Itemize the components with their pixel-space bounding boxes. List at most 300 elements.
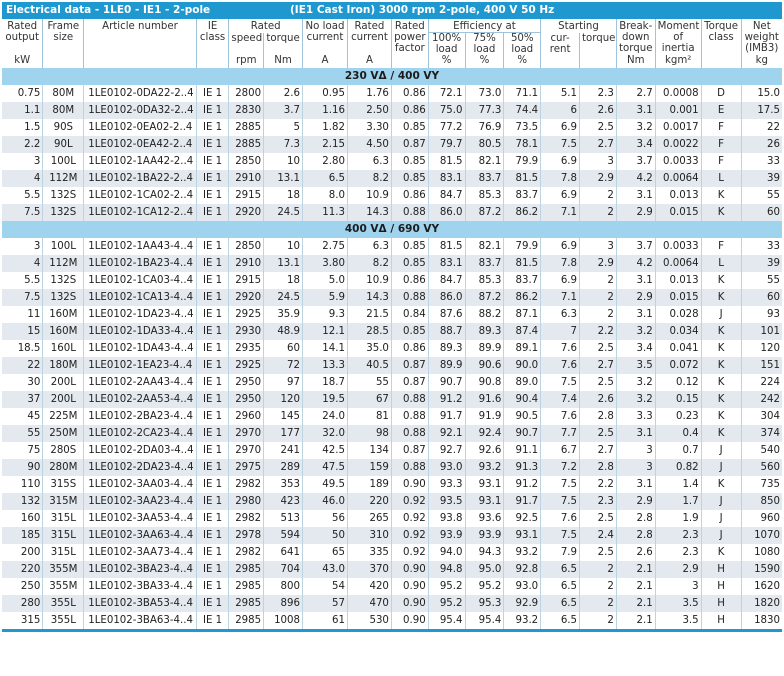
header-starting-group: Starting — [541, 19, 617, 33]
cell-eff-75: 91.6 — [465, 391, 504, 408]
cell-speed: 2982 — [229, 510, 264, 527]
cell-breakdown-torque: 2.1 — [616, 612, 655, 629]
cell-breakdown-torque: 3.1 — [616, 476, 655, 493]
cell-torque-class: E — [701, 102, 741, 119]
cell-ie-class: IE 1 — [196, 425, 229, 442]
cell-eff-100: 92.1 — [428, 425, 465, 442]
cell-rated-current: 28.5 — [347, 323, 391, 340]
cell-speed: 2985 — [229, 578, 264, 595]
header-frame-size: Frame size — [43, 19, 84, 55]
cell-ie-class: IE 1 — [196, 136, 229, 153]
cell-rated-output: 315 — [2, 612, 43, 629]
cell-starting-torque: 2.2 — [580, 323, 617, 340]
unit-torque: Nm — [264, 55, 303, 68]
cell-ie-class: IE 1 — [196, 289, 229, 306]
cell-power-factor: 0.90 — [391, 578, 428, 595]
cell-power-factor: 0.88 — [391, 425, 428, 442]
header-moment-of-inertia: Moment of inertia — [655, 19, 701, 55]
cell-article-number: 1LE0102-1AA42-2..4 — [84, 153, 196, 170]
cell-eff-100: 72.1 — [428, 85, 465, 102]
cell-eff-75: 95.0 — [465, 561, 504, 578]
cell-frame-size: 355L — [43, 612, 84, 629]
cell-no-load-current: 32.0 — [303, 425, 348, 442]
table-row — [2, 323, 782, 340]
cell-article-number: 1LE0102-0EA02-2..4 — [84, 119, 196, 136]
header-rated-output: Rated output — [5, 21, 39, 43]
cell-eff-50: 86.2 — [504, 289, 541, 306]
cell-breakdown-torque: 3.1 — [616, 102, 655, 119]
table-row — [2, 289, 782, 306]
cell-net-weight: 55 — [741, 187, 782, 204]
cell-starting-torque: 2.6 — [580, 391, 617, 408]
cell-no-load-current: 56 — [303, 510, 348, 527]
cell-torque-class: L — [701, 170, 741, 187]
cell-breakdown-torque: 3 — [616, 442, 655, 459]
cell-speed: 2830 — [229, 102, 264, 119]
cell-article-number: 1LE0102-1BA22-2..4 — [84, 170, 196, 187]
cell-breakdown-torque: 3.1 — [616, 306, 655, 323]
cell-power-factor: 0.84 — [391, 306, 428, 323]
cell-eff-75: 90.8 — [465, 374, 504, 391]
cell-power-factor: 0.88 — [391, 289, 428, 306]
table-row — [2, 255, 782, 272]
cell-breakdown-torque: 2.9 — [616, 204, 655, 221]
cell-rated-current: 14.3 — [347, 289, 391, 306]
cell-speed: 2850 — [229, 153, 264, 170]
cell-torque-class: K — [701, 289, 741, 306]
cell-moment-of-inertia: 0.82 — [655, 459, 701, 476]
cell-eff-75: 83.7 — [465, 255, 504, 272]
cell-rated-output: 110 — [2, 476, 43, 493]
cell-article-number: 1LE0102-2AA53-4..4 — [84, 391, 196, 408]
cell-starting-torque: 2.5 — [580, 340, 617, 357]
cell-eff-75: 93.1 — [465, 476, 504, 493]
cell-moment-of-inertia: 0.0008 — [655, 85, 701, 102]
cell-net-weight: 33 — [741, 238, 782, 255]
cell-article-number: 1LE0102-1CA12-2..4 — [84, 204, 196, 221]
cell-eff-50: 92.9 — [504, 595, 541, 612]
cell-moment-of-inertia: 3 — [655, 578, 701, 595]
cell-starting-current: 7.6 — [541, 357, 580, 374]
cell-eff-75: 92.4 — [465, 425, 504, 442]
cell-frame-size: 112M — [43, 170, 84, 187]
cell-breakdown-torque: 2.1 — [616, 578, 655, 595]
cell-net-weight: 1830 — [741, 612, 782, 629]
cell-torque: 10 — [264, 153, 303, 170]
cell-rated-current: 265 — [347, 510, 391, 527]
cell-ie-class: IE 1 — [196, 595, 229, 612]
cell-rated-output: 22 — [2, 357, 43, 374]
cell-starting-torque: 2 — [580, 306, 617, 323]
cell-torque: 641 — [264, 544, 303, 561]
cell-eff-100: 93.0 — [428, 459, 465, 476]
cell-no-load-current: 18.7 — [303, 374, 348, 391]
cell-no-load-current: 11.3 — [303, 204, 348, 221]
cell-starting-torque: 2 — [580, 204, 617, 221]
cell-starting-current: 7.5 — [541, 493, 580, 510]
cell-speed: 2885 — [229, 136, 264, 153]
cell-ie-class: IE 1 — [196, 306, 229, 323]
table-row — [2, 612, 782, 629]
cell-no-load-current: 2.15 — [303, 136, 348, 153]
cell-rated-current: 189 — [347, 476, 391, 493]
cell-rated-output: 5.5 — [2, 187, 43, 204]
cell-eff-75: 77.3 — [465, 102, 504, 119]
cell-net-weight: 1620 — [741, 578, 782, 595]
cell-article-number: 1LE0102-2BA23-4..4 — [84, 408, 196, 425]
unit-rated-current: A — [347, 55, 391, 68]
header-torque: torque — [264, 33, 303, 56]
cell-rated-output: 2.2 — [2, 136, 43, 153]
cell-eff-100: 86.0 — [428, 289, 465, 306]
header-torque-class: Torque class — [701, 19, 741, 55]
cell-moment-of-inertia: 0.7 — [655, 442, 701, 459]
cell-torque: 5 — [264, 119, 303, 136]
cell-breakdown-torque: 3.1 — [616, 425, 655, 442]
cell-torque: 13.1 — [264, 255, 303, 272]
header-starting-current: cur- rent — [541, 33, 580, 56]
cell-frame-size: 100L — [43, 238, 84, 255]
cell-eff-75: 94.3 — [465, 544, 504, 561]
cell-net-weight: 17.5 — [741, 102, 782, 119]
cell-ie-class: IE 1 — [196, 442, 229, 459]
cell-torque: 2.6 — [264, 85, 303, 102]
cell-torque: 120 — [264, 391, 303, 408]
cell-breakdown-torque: 2.6 — [616, 544, 655, 561]
table-row — [2, 238, 782, 255]
cell-starting-current: 5.1 — [541, 85, 580, 102]
cell-eff-50: 89.1 — [504, 340, 541, 357]
cell-breakdown-torque: 3.1 — [616, 187, 655, 204]
cell-frame-size: 280S — [43, 442, 84, 459]
cell-power-factor: 0.90 — [391, 595, 428, 612]
cell-rated-current: 2.50 — [347, 102, 391, 119]
section-header-row — [2, 68, 782, 85]
cell-article-number: 1LE0102-2DA03-4..4 — [84, 442, 196, 459]
cell-starting-current: 7.4 — [541, 391, 580, 408]
cell-frame-size: 355L — [43, 595, 84, 612]
unit-eff-75: % — [465, 55, 504, 68]
cell-torque: 60 — [264, 340, 303, 357]
cell-torque: 241 — [264, 442, 303, 459]
cell-frame-size: 132S — [43, 289, 84, 306]
cell-breakdown-torque: 3.7 — [616, 238, 655, 255]
cell-speed: 2985 — [229, 612, 264, 629]
cell-net-weight: 1590 — [741, 561, 782, 578]
cell-breakdown-torque: 3.5 — [616, 357, 655, 374]
cell-rated-current: 310 — [347, 527, 391, 544]
cell-eff-100: 92.7 — [428, 442, 465, 459]
cell-torque-class: F — [701, 136, 741, 153]
cell-rated-output: 11 — [2, 306, 43, 323]
cell-ie-class: IE 1 — [196, 578, 229, 595]
cell-no-load-current: 1.82 — [303, 119, 348, 136]
cell-no-load-current: 0.95 — [303, 85, 348, 102]
cell-power-factor: 0.85 — [391, 153, 428, 170]
cell-speed: 2910 — [229, 255, 264, 272]
cell-starting-torque: 2.9 — [580, 255, 617, 272]
cell-eff-75: 89.9 — [465, 340, 504, 357]
cell-eff-75: 88.2 — [465, 306, 504, 323]
cell-rated-output: 3 — [2, 153, 43, 170]
cell-speed: 2935 — [229, 340, 264, 357]
cell-starting-torque: 2.9 — [580, 170, 617, 187]
cell-power-factor: 0.88 — [391, 459, 428, 476]
cell-frame-size: 90S — [43, 119, 84, 136]
title-bar — [2, 2, 782, 19]
cell-rated-output: 200 — [2, 544, 43, 561]
cell-starting-torque: 2.8 — [580, 408, 617, 425]
cell-rated-output: 7.5 — [2, 289, 43, 306]
cell-torque: 7.3 — [264, 136, 303, 153]
unit-rated-output: kW — [14, 55, 31, 66]
cell-breakdown-torque: 2.8 — [616, 510, 655, 527]
cell-speed: 2910 — [229, 170, 264, 187]
cell-speed: 2800 — [229, 85, 264, 102]
cell-power-factor: 0.90 — [391, 476, 428, 493]
cell-eff-50: 87.1 — [504, 306, 541, 323]
cell-ie-class: IE 1 — [196, 612, 229, 629]
cell-rated-output: 1.5 — [2, 119, 43, 136]
header-starting-torque: torque — [580, 33, 617, 56]
cell-speed: 2982 — [229, 544, 264, 561]
cell-ie-class: IE 1 — [196, 510, 229, 527]
unit-speed: rpm — [229, 55, 264, 68]
cell-torque-class: H — [701, 612, 741, 629]
cell-no-load-current: 13.3 — [303, 357, 348, 374]
cell-moment-of-inertia: 1.4 — [655, 476, 701, 493]
cell-power-factor: 0.92 — [391, 510, 428, 527]
cell-speed: 2950 — [229, 391, 264, 408]
cell-no-load-current: 50 — [303, 527, 348, 544]
cell-torque-class: K — [701, 425, 741, 442]
cell-rated-current: 370 — [347, 561, 391, 578]
cell-power-factor: 0.88 — [391, 204, 428, 221]
cell-ie-class: IE 1 — [196, 561, 229, 578]
cell-no-load-current: 14.1 — [303, 340, 348, 357]
unit-starting-current — [541, 55, 580, 68]
cell-torque-class: K — [701, 408, 741, 425]
cell-torque: 10 — [264, 238, 303, 255]
cell-torque: 13.1 — [264, 170, 303, 187]
cell-eff-50: 93.2 — [504, 544, 541, 561]
cell-starting-current: 6.5 — [541, 578, 580, 595]
cell-article-number: 1LE0102-1DA23-4..4 — [84, 306, 196, 323]
cell-moment-of-inertia: 3.5 — [655, 612, 701, 629]
table-row — [2, 119, 782, 136]
cell-starting-torque: 2 — [580, 595, 617, 612]
cell-frame-size: 315L — [43, 510, 84, 527]
cell-starting-current: 7.8 — [541, 170, 580, 187]
cell-torque-class: K — [701, 544, 741, 561]
cell-starting-torque: 2.7 — [580, 136, 617, 153]
cell-power-factor: 0.88 — [391, 391, 428, 408]
cell-breakdown-torque: 3.4 — [616, 136, 655, 153]
cell-article-number: 1LE0102-1CA03-4..4 — [84, 272, 196, 289]
cell-ie-class: IE 1 — [196, 459, 229, 476]
cell-net-weight: 224 — [741, 374, 782, 391]
cell-eff-50: 83.7 — [504, 187, 541, 204]
cell-moment-of-inertia: 0.015 — [655, 289, 701, 306]
cell-rated-current: 470 — [347, 595, 391, 612]
cell-rated-current: 81 — [347, 408, 391, 425]
cell-net-weight: 1080 — [741, 544, 782, 561]
cell-torque-class: K — [701, 187, 741, 204]
cell-ie-class: IE 1 — [196, 544, 229, 561]
cell-speed: 2885 — [229, 119, 264, 136]
cell-ie-class: IE 1 — [196, 85, 229, 102]
cell-starting-current: 7.5 — [541, 476, 580, 493]
cell-torque: 97 — [264, 374, 303, 391]
cell-torque-class: K — [701, 357, 741, 374]
cell-frame-size: 160M — [43, 306, 84, 323]
header-article-number: Article number — [84, 19, 196, 55]
unit-net-weight: kg — [741, 55, 782, 68]
table-row — [2, 357, 782, 374]
cell-article-number: 1LE0102-3AA73-4..4 — [84, 544, 196, 561]
cell-starting-torque: 3 — [580, 153, 617, 170]
unit-eff-50: % — [504, 55, 541, 68]
cell-frame-size: 225M — [43, 408, 84, 425]
cell-ie-class: IE 1 — [196, 493, 229, 510]
cell-power-factor: 0.86 — [391, 85, 428, 102]
cell-ie-class: IE 1 — [196, 255, 229, 272]
cell-starting-torque: 2.5 — [580, 374, 617, 391]
cell-rated-current: 6.3 — [347, 238, 391, 255]
cell-article-number: 1LE0102-3AA53-4..4 — [84, 510, 196, 527]
cell-breakdown-torque: 2.9 — [616, 289, 655, 306]
cell-eff-50: 90.4 — [504, 391, 541, 408]
cell-frame-size: 315S — [43, 476, 84, 493]
cell-eff-75: 93.1 — [465, 493, 504, 510]
cell-starting-current: 6.9 — [541, 187, 580, 204]
unit-no-load-current: A — [303, 55, 348, 68]
cell-starting-current: 7.6 — [541, 340, 580, 357]
cell-ie-class: IE 1 — [196, 408, 229, 425]
cell-breakdown-torque: 3 — [616, 459, 655, 476]
cell-starting-torque: 2.3 — [580, 85, 617, 102]
table-row — [2, 510, 782, 527]
cell-torque-class: K — [701, 391, 741, 408]
cell-article-number: 1LE0102-3AA23-4..4 — [84, 493, 196, 510]
cell-starting-torque: 2.8 — [580, 459, 617, 476]
cell-speed: 2915 — [229, 272, 264, 289]
cell-rated-output: 1.1 — [2, 102, 43, 119]
cell-ie-class: IE 1 — [196, 204, 229, 221]
cell-power-factor: 0.92 — [391, 493, 428, 510]
table-row — [2, 493, 782, 510]
cell-starting-torque: 2.2 — [580, 476, 617, 493]
cell-frame-size: 160M — [43, 323, 84, 340]
table-bottom-rule — [2, 629, 782, 632]
cell-eff-50: 83.7 — [504, 272, 541, 289]
cell-ie-class: IE 1 — [196, 153, 229, 170]
unit-torque-class — [701, 55, 741, 68]
cell-power-factor: 0.85 — [391, 255, 428, 272]
cell-eff-100: 89.3 — [428, 340, 465, 357]
table-row — [2, 476, 782, 493]
cell-eff-100: 95.2 — [428, 595, 465, 612]
cell-frame-size: 280M — [43, 459, 84, 476]
cell-eff-100: 88.7 — [428, 323, 465, 340]
cell-ie-class: IE 1 — [196, 170, 229, 187]
cell-no-load-current: 61 — [303, 612, 348, 629]
cell-no-load-current: 46.0 — [303, 493, 348, 510]
cell-article-number: 1LE0102-1DA33-4..4 — [84, 323, 196, 340]
cell-net-weight: 850 — [741, 493, 782, 510]
table-row — [2, 340, 782, 357]
cell-eff-75: 95.4 — [465, 612, 504, 629]
cell-eff-75: 80.5 — [465, 136, 504, 153]
cell-starting-torque: 2.5 — [580, 544, 617, 561]
cell-no-load-current: 2.80 — [303, 153, 348, 170]
cell-starting-current: 7.6 — [541, 510, 580, 527]
cell-eff-50: 81.5 — [504, 170, 541, 187]
cell-rated-output: 132 — [2, 493, 43, 510]
cell-rated-current: 8.2 — [347, 170, 391, 187]
cell-moment-of-inertia: 0.23 — [655, 408, 701, 425]
cell-power-factor: 0.86 — [391, 272, 428, 289]
unit-starting-torque — [580, 55, 617, 68]
cell-rated-output: 250 — [2, 578, 43, 595]
cell-moment-of-inertia: 0.072 — [655, 357, 701, 374]
cell-eff-75: 93.9 — [465, 527, 504, 544]
cell-no-load-current: 5.9 — [303, 289, 348, 306]
cell-no-load-current: 6.5 — [303, 170, 348, 187]
cell-eff-75: 95.3 — [465, 595, 504, 612]
cell-torque-class: H — [701, 578, 741, 595]
cell-eff-75: 92.6 — [465, 442, 504, 459]
cell-eff-50: 89.0 — [504, 374, 541, 391]
cell-power-factor: 0.85 — [391, 323, 428, 340]
cell-net-weight: 735 — [741, 476, 782, 493]
cell-power-factor: 0.92 — [391, 527, 428, 544]
cell-no-load-current: 8.0 — [303, 187, 348, 204]
cell-starting-current: 7.9 — [541, 544, 580, 561]
table-row — [2, 272, 782, 289]
cell-net-weight: 960 — [741, 510, 782, 527]
table-row — [2, 102, 782, 119]
header-no-load-current: No load current — [303, 19, 348, 55]
table-subtitle: (IE1 Cast Iron) 3000 rpm 2-pole, 400 V 50 Hz — [290, 4, 555, 16]
cell-eff-100: 89.9 — [428, 357, 465, 374]
cell-moment-of-inertia: 0.013 — [655, 272, 701, 289]
cell-speed: 2920 — [229, 204, 264, 221]
cell-starting-current: 7.5 — [541, 527, 580, 544]
cell-eff-50: 90.5 — [504, 408, 541, 425]
cell-breakdown-torque: 3.2 — [616, 119, 655, 136]
cell-frame-size: 132S — [43, 204, 84, 221]
cell-torque: 145 — [264, 408, 303, 425]
cell-ie-class: IE 1 — [196, 187, 229, 204]
cell-eff-75: 93.6 — [465, 510, 504, 527]
cell-no-load-current: 9.3 — [303, 306, 348, 323]
electrical-data-sheet — [2, 2, 782, 632]
cell-no-load-current: 2.75 — [303, 238, 348, 255]
unit-ie-class — [196, 55, 229, 68]
cell-moment-of-inertia: 0.0017 — [655, 119, 701, 136]
cell-net-weight: 39 — [741, 255, 782, 272]
cell-ie-class: IE 1 — [196, 374, 229, 391]
cell-net-weight: 55 — [741, 272, 782, 289]
cell-torque: 289 — [264, 459, 303, 476]
cell-eff-50: 92.8 — [504, 561, 541, 578]
table-row — [2, 306, 782, 323]
cell-rated-current: 8.2 — [347, 255, 391, 272]
cell-torque-class: J — [701, 510, 741, 527]
cell-rated-current: 134 — [347, 442, 391, 459]
cell-no-load-current: 3.80 — [303, 255, 348, 272]
